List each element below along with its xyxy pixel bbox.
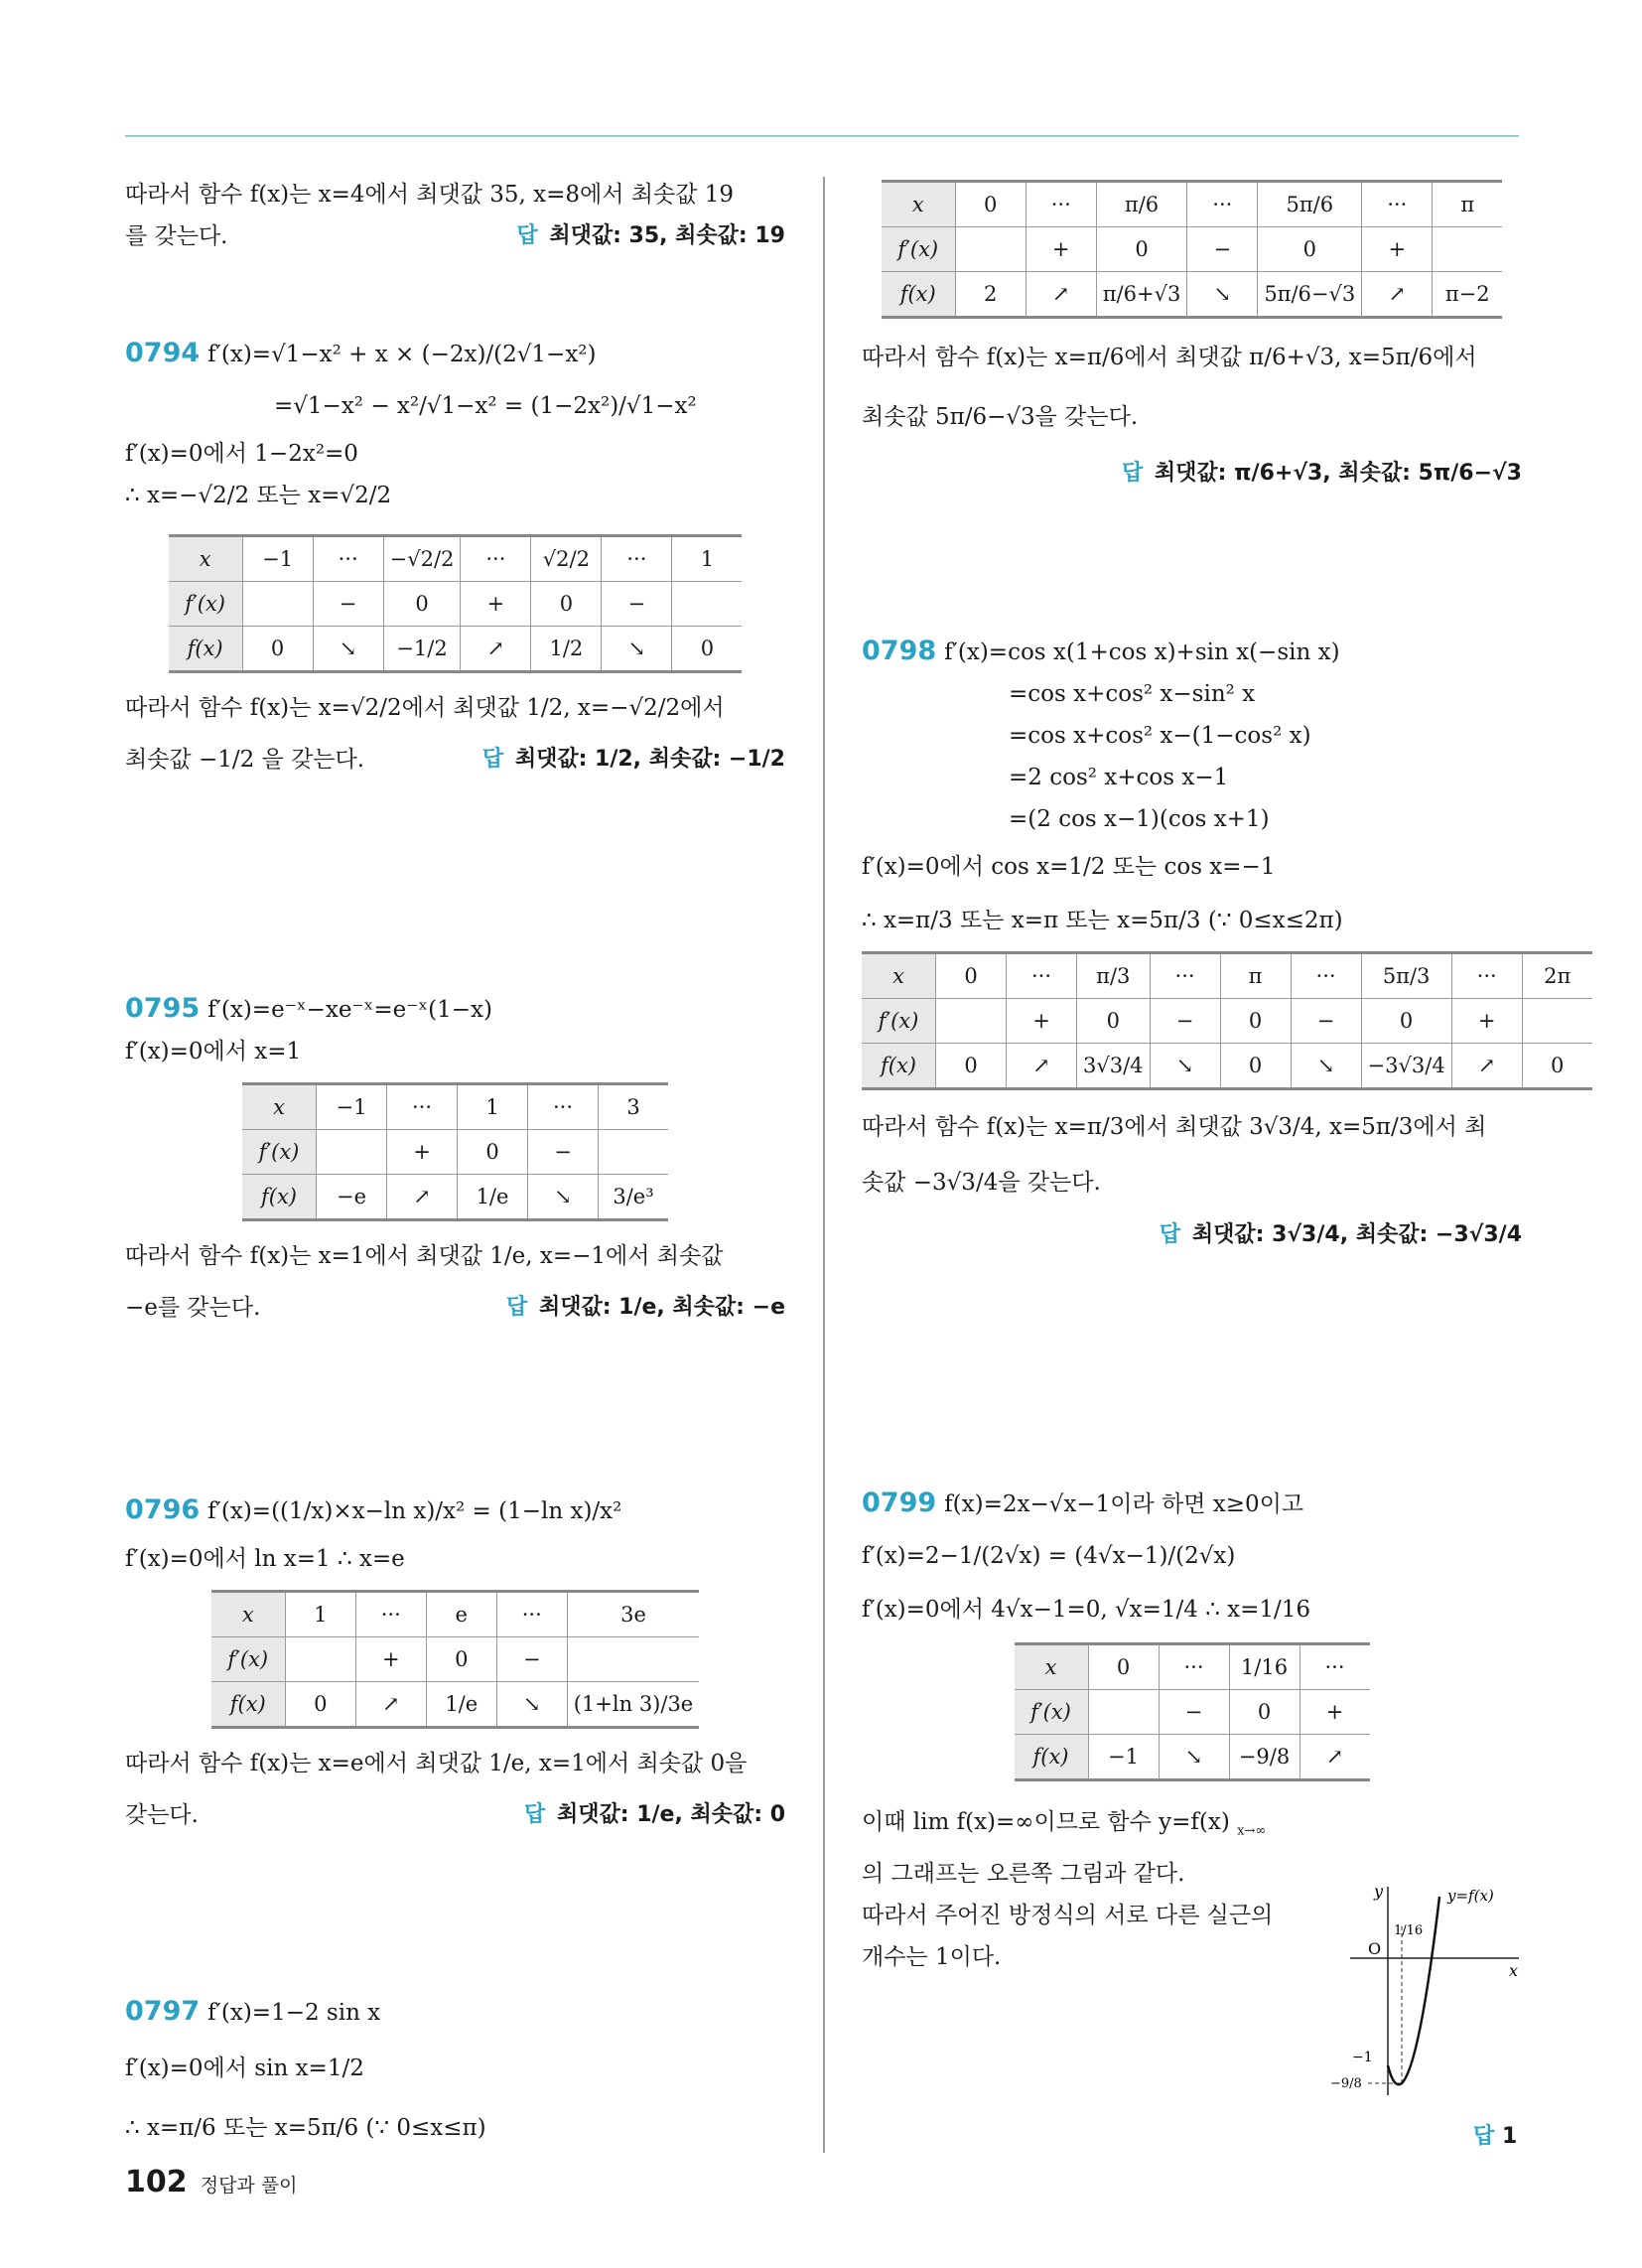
table-cell: ↗ [1362, 272, 1433, 318]
problem-number: 0794 [125, 338, 201, 368]
problem-number: 0796 [125, 1494, 201, 1525]
table-row [169, 582, 743, 627]
table-cell: ↗ [387, 1175, 458, 1220]
table-cell: f(x) [169, 627, 243, 672]
conclusion-line: 최솟값 −1/2 을 갖는다. [125, 747, 365, 773]
table-cell: + [1362, 227, 1433, 272]
table-cell: − [313, 582, 383, 627]
derivation-line: =2 cos² x+cos x−1 [1009, 765, 1229, 790]
derivation-line: f′(x)=1−2 sin x [207, 2000, 381, 2026]
table-cell: 0 [285, 1682, 355, 1728]
derivation-line: f′(x)=0에서 ln x=1 ∴ x=e [125, 1546, 405, 1572]
table-cell: 0 [1522, 1044, 1592, 1089]
table-cell: e [426, 1592, 496, 1637]
table-cell: + [1451, 999, 1522, 1044]
table-cell: π [1220, 953, 1291, 999]
derivation-line: ∴ x=π/6 또는 x=5π/6 (∵ 0≤x≤π) [125, 2115, 486, 2141]
conclusion-line [862, 1801, 1522, 1853]
derivation-line: f′(x)=0에서 sin x=1/2 [125, 2055, 364, 2081]
table-cell: ··· [1187, 182, 1258, 227]
table-cell: ↘ [313, 627, 383, 672]
table-cell [1522, 999, 1592, 1044]
derivation-line: f′(x)=2−1/(2√x) = (4√x−1)/(2√x) [862, 1543, 1236, 1569]
table-cell: 1/16 [1229, 1644, 1300, 1690]
table-row [211, 1637, 699, 1682]
table-cell [955, 227, 1026, 272]
tick-label: −9/8 [1330, 2076, 1362, 2091]
derivation-line: =cos x+cos² x−sin² x [1009, 681, 1256, 707]
table-cell: (1+ln 3)/3e [567, 1682, 699, 1728]
table-cell: 1/e [458, 1175, 528, 1220]
derivation-line: f′(x)=√1−x² + x × (−2x)/(2√1−x²) [207, 342, 597, 367]
table-cell: 0 [1088, 1644, 1159, 1690]
answer [862, 1217, 1522, 1248]
table-cell [672, 582, 743, 627]
table-cell [242, 582, 313, 627]
table-cell: x [211, 1592, 286, 1637]
table-cell: ··· [355, 1592, 426, 1637]
table-cell: 0 [531, 582, 602, 627]
sign-table [211, 1590, 699, 1729]
table-cell: ↗ [1007, 1044, 1077, 1089]
table-cell: ↘ [496, 1682, 567, 1728]
answer [482, 739, 785, 780]
table-cell: f′(x) [169, 582, 243, 627]
table-cell: −1/2 [383, 627, 461, 672]
table-cell: ··· [387, 1084, 458, 1130]
conclusion-line: 의 그래프는 오른쪽 그림과 같다. [862, 1860, 1185, 1887]
table-row [242, 1175, 668, 1220]
problem-0796 [125, 1470, 785, 1836]
table-row [1015, 1735, 1370, 1780]
intro-line1: 따라서 함수 f(x)는 x=4에서 최댓값 35, x=8에서 최솟값 19 [125, 182, 735, 208]
conclusion-wrap [125, 1287, 785, 1329]
footer-label: 정답과 풀이 [200, 2175, 298, 2197]
answer-tag: 답 [516, 223, 538, 248]
table-cell: + [355, 1637, 426, 1682]
table-cell: 1 [285, 1592, 355, 1637]
answer [524, 1794, 785, 1836]
conclusion-line: 개수는 1이다. [862, 1943, 1002, 1970]
table-row [862, 953, 1592, 999]
table-row [862, 1044, 1592, 1089]
table-cell: ↘ [602, 627, 672, 672]
x-label: x [1509, 1961, 1519, 1980]
answer [862, 456, 1522, 487]
function-graph [1330, 1877, 1529, 2105]
table-cell: + [387, 1130, 458, 1175]
table-cell: 5π/6 [1258, 182, 1362, 227]
table-cell: f(x) [242, 1175, 317, 1220]
tick-label: 1/16 [1394, 1923, 1424, 1938]
table-cell: 2π [1522, 953, 1592, 999]
conclusion-line: 따라서 함수 f(x)는 x=e에서 최댓값 1/e, x=1에서 최솟값 0을 [125, 1751, 748, 1776]
derivation-line: =cos x+cos² x−(1−cos² x) [1009, 723, 1311, 749]
table-row [862, 999, 1592, 1044]
table-cell: 0 [1077, 999, 1151, 1044]
table-cell: ··· [496, 1592, 567, 1637]
table-cell: ↘ [1150, 1044, 1220, 1089]
sign-table [242, 1082, 668, 1221]
problem-number: 0795 [125, 993, 201, 1024]
table-cell: −9/8 [1229, 1735, 1300, 1780]
table-cell: f(x) [882, 272, 956, 318]
table-row [211, 1682, 699, 1728]
answer-text: 최댓값: 1/e, 최솟값: −e [538, 1295, 785, 1320]
table-cell: 0 [936, 953, 1007, 999]
conclusion-line: 갖는다. [125, 1802, 199, 1828]
table-cell: x [169, 536, 243, 582]
table-cell: ··· [1362, 182, 1433, 227]
table-cell: f(x) [1015, 1735, 1089, 1780]
answer-text: 1 [1501, 2124, 1518, 2149]
table-cell: ··· [1300, 1644, 1370, 1690]
table-cell: f′(x) [242, 1130, 317, 1175]
answer-text: 최댓값: 1/e, 최솟값: 0 [556, 1802, 785, 1827]
table-row [242, 1130, 668, 1175]
table-cell: 1/e [426, 1682, 496, 1728]
answer-text: 최댓값: 1/2, 최솟값: −1/2 [514, 747, 785, 772]
table-cell [285, 1637, 355, 1682]
derivation-line: ∴ x=−√2/2 또는 x=√2/2 [125, 483, 392, 508]
answer-text: 최댓값: π/6+√3, 최솟값: 5π/6−√3 [1154, 461, 1522, 486]
conclusion-wrap [125, 739, 785, 780]
derivation-line: =(2 cos x−1)(cos x+1) [1009, 806, 1270, 832]
table-cell: − [1150, 999, 1220, 1044]
problem-0795 [125, 988, 785, 1329]
table-cell: π−2 [1433, 272, 1503, 318]
table-cell [1088, 1690, 1159, 1735]
table-cell: ··· [313, 536, 383, 582]
table-cell [1433, 227, 1503, 272]
table-row [1015, 1690, 1370, 1735]
curve-label: y=f(x) [1447, 1887, 1494, 1905]
conclusion-wrap [125, 1794, 785, 1836]
table-cell: x [242, 1084, 317, 1130]
table-row [882, 272, 1503, 318]
table-cell: 1/2 [531, 627, 602, 672]
table-cell [936, 999, 1007, 1044]
table-cell: ··· [461, 536, 531, 582]
table-cell: √2/2 [531, 536, 602, 582]
table-cell: ↗ [1026, 272, 1096, 318]
answer-tag: 답 [506, 1295, 528, 1320]
answer-text: 최댓값: 35, 최솟값: 19 [549, 223, 785, 248]
tick-label: −1 [1352, 2050, 1373, 2065]
table-row [882, 182, 1503, 227]
table-cell: x [862, 953, 936, 999]
derivation-line: ∴ x=π/3 또는 x=π 또는 x=5π/3 (∵ 0≤x≤2π) [862, 908, 1343, 933]
answer-tag: 답 [524, 1802, 546, 1827]
conclusion-line: 따라서 함수 f(x)는 x=π/3에서 최댓값 3√3/4, x=5π/3에서 최 [862, 1114, 1487, 1140]
conclusion-line: 솟값 −3√3/4을 갖는다. [862, 1170, 1101, 1196]
table-cell: 1 [458, 1084, 528, 1130]
page-number: 102 [125, 2165, 188, 2199]
origin-label: O [1368, 1939, 1382, 1958]
table-cell: f′(x) [211, 1637, 286, 1682]
conclusion-line: −e를 갖는다. [125, 1295, 261, 1321]
table-cell: f(x) [862, 1044, 936, 1089]
table-cell: + [1026, 227, 1096, 272]
table-cell: − [1291, 999, 1361, 1044]
table-cell: ··· [602, 536, 672, 582]
intro-conclusion [125, 174, 785, 257]
table-cell: − [1187, 227, 1258, 272]
sign-table [862, 951, 1592, 1090]
derivation-line: f(x)=2x−√x−1이라 하면 x≥0이고 [944, 1491, 1304, 1517]
page-footer [125, 2165, 298, 2199]
table-cell: f′(x) [1015, 1690, 1089, 1735]
table-cell: f(x) [211, 1682, 286, 1728]
table-row [882, 227, 1503, 272]
derivation-line: =√1−x² − x²/√1−x² = (1−2x²)/√1−x² [274, 393, 697, 419]
table-row [169, 627, 743, 672]
table-cell: − [1159, 1690, 1229, 1735]
table-cell: x [882, 182, 956, 227]
intro-line2: 를 갖는다. [125, 223, 228, 249]
table-row [242, 1084, 668, 1130]
derivation-line: f′(x)=((1/x)×x−ln x)/x² = (1−ln x)/x² [207, 1498, 622, 1524]
derivation-line: f′(x)=0에서 1−2x²=0 [125, 441, 358, 467]
table-cell: 0 [672, 627, 743, 672]
derivation-line: f′(x)=0에서 x=1 [125, 1039, 302, 1064]
table-cell: 0 [426, 1637, 496, 1682]
table-cell: 3e [567, 1592, 699, 1637]
derivation-line: f′(x)=e⁻ˣ−xe⁻ˣ=e⁻ˣ(1−x) [207, 997, 492, 1023]
table-cell: 5π/3 [1361, 953, 1451, 999]
sign-table [1015, 1642, 1370, 1781]
table-cell: 0 [936, 1044, 1007, 1089]
table-cell: f′(x) [882, 227, 956, 272]
y-label: y [1374, 1882, 1384, 1901]
conclusion-line: 최솟값 5π/6−√3을 갖는다. [862, 404, 1139, 430]
table-cell: 0 [242, 627, 313, 672]
table-cell: ··· [1291, 953, 1361, 999]
table-cell: −1 [317, 1084, 387, 1130]
table-cell: π [1433, 182, 1503, 227]
table-row [1015, 1644, 1370, 1690]
table-cell: ··· [528, 1084, 599, 1130]
problem-number: 0798 [862, 636, 937, 666]
table-cell [567, 1637, 699, 1682]
top-rule [125, 135, 1519, 137]
table-cell: π/3 [1077, 953, 1151, 999]
sign-table [882, 180, 1503, 319]
table-cell [317, 1130, 387, 1175]
conclusion-line: 따라서 함수 f(x)는 x=1에서 최댓값 1/e, x=−1에서 최솟값 [125, 1243, 724, 1269]
final-answer [1473, 2119, 1517, 2150]
problem-number: 0799 [862, 1488, 937, 1518]
table-cell: ↘ [1187, 272, 1258, 318]
problem-0798 [862, 631, 1572, 1248]
table-cell: 0 [955, 182, 1026, 227]
table-cell: 0 [1229, 1690, 1300, 1735]
table-cell: 0 [458, 1130, 528, 1175]
table-cell: ↗ [1451, 1044, 1522, 1089]
intro-line2-wrap [125, 215, 785, 257]
table-cell: ↗ [355, 1682, 426, 1728]
table-row [211, 1592, 699, 1637]
problem-number: 0797 [125, 1996, 201, 2027]
answer-tag: 답 [481, 747, 504, 772]
table-cell: π/6 [1096, 182, 1187, 227]
limit-subscript: x→∞ [1237, 1823, 1267, 1839]
table-cell: π/6+√3 [1096, 272, 1187, 318]
derivation-line: f′(x)=0에서 cos x=1/2 또는 cos x=−1 [862, 854, 1276, 880]
table-cell: ··· [1007, 953, 1077, 999]
conclusion-line: 따라서 주어진 방정식의 서로 다른 실근의 [862, 1902, 1274, 1928]
table-cell: ↗ [1300, 1735, 1370, 1780]
table-cell: 0 [1220, 999, 1291, 1044]
table-cell: 3√3/4 [1077, 1044, 1151, 1089]
table-cell: 0 [1361, 999, 1451, 1044]
table-cell: + [1007, 999, 1077, 1044]
conclusion-line: 따라서 함수 f(x)는 x=√2/2에서 최댓값 1/2, x=−√2/2에서 [125, 695, 725, 721]
table-cell: ↘ [1159, 1735, 1229, 1780]
problem-0794 [125, 333, 785, 780]
table-cell: −e [317, 1175, 387, 1220]
answer-tag: 답 [1473, 2124, 1495, 2149]
answer-tag: 답 [1121, 461, 1144, 486]
table-cell: x [1015, 1644, 1089, 1690]
table-cell: 0 [383, 582, 461, 627]
table-cell: −1 [242, 536, 313, 582]
conclusion-line: 따라서 함수 f(x)는 x=π/6에서 최댓값 π/6+√3, x=5π/6에서 [862, 345, 1477, 370]
answer-text: 최댓값: 3√3/4, 최솟값: −3√3/4 [1191, 1222, 1522, 1247]
table-cell: − [496, 1637, 567, 1682]
table-cell: ↘ [1291, 1044, 1361, 1089]
table-cell: 0 [1096, 227, 1187, 272]
table-cell: −√2/2 [383, 536, 461, 582]
table-cell [599, 1130, 669, 1175]
table-cell: 3/e³ [599, 1175, 669, 1220]
table-cell: 3 [599, 1084, 669, 1130]
sign-table [169, 534, 743, 673]
column-divider [823, 177, 825, 2153]
intro-answer [516, 215, 785, 257]
conclusion-text: 이때 lim f(x)=∞이므로 함수 y=f(x) [862, 1809, 1230, 1835]
table-cell: + [1300, 1690, 1370, 1735]
problem-0797-continued [862, 174, 1522, 487]
table-cell: 0 [1258, 227, 1362, 272]
table-cell: ··· [1026, 182, 1096, 227]
table-cell: −1 [1088, 1735, 1159, 1780]
table-cell: − [528, 1130, 599, 1175]
answer [506, 1287, 785, 1329]
table-cell: ↘ [528, 1175, 599, 1220]
derivation-line: f′(x)=0에서 4√x−1=0, √x=1/4 ∴ x=1/16 [862, 1597, 1311, 1623]
problem-0797 [125, 1971, 785, 2149]
table-cell: ··· [1159, 1644, 1229, 1690]
table-cell: ··· [1150, 953, 1220, 999]
table-cell: − [602, 582, 672, 627]
answer-tag: 답 [1159, 1222, 1181, 1247]
table-cell: 2 [955, 272, 1026, 318]
table-cell: ··· [1451, 953, 1522, 999]
table-cell: 5π/6−√3 [1258, 272, 1362, 318]
table-cell: 0 [1220, 1044, 1291, 1089]
table-cell: −3√3/4 [1361, 1044, 1451, 1089]
table-row [169, 536, 743, 582]
derivation-line: f′(x)=cos x(1+cos x)+sin x(−sin x) [944, 639, 1340, 665]
table-cell: 1 [672, 536, 743, 582]
table-cell: ↗ [461, 627, 531, 672]
table-cell: + [461, 582, 531, 627]
table-cell: f′(x) [862, 999, 936, 1044]
